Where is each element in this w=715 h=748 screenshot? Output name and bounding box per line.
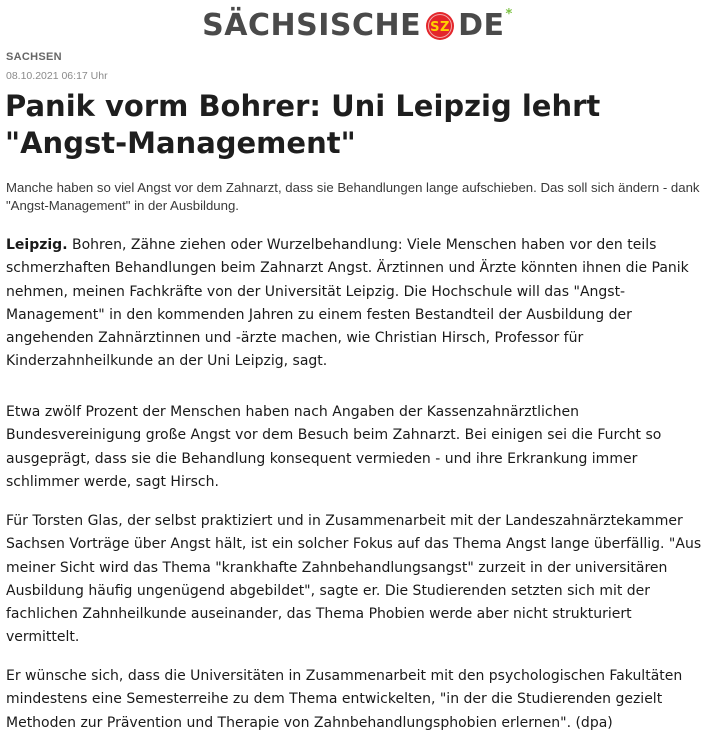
- dateline-location: Leipzig.: [6, 237, 68, 253]
- article-paragraph: Für Torsten Glas, der selbst praktiziert und in Zusammenarbeit mit der Landeszahnärztekammer Sachsen Vorträge über Angst hält, ist ein solcher Fokus auf das Thema Angst lange überfällig. "Aus meiner Sicht wird das Thema "krankhafte Zahnbehandlungsangst" zurzeit in der universitären Ausbildung häufig ungenügend abgebildet", sagte er. Die Studierenden setzten sich mit der fachlichen Zahnheilkunde auseinander, das Thema Phobien werde aber nicht strukturiert vermittelt.: [6, 513, 702, 646]
- article-paragraph: Etwa zwölf Prozent der Menschen haben nach Angaben der Kassenzahnärztlichen Bundesvereinigung große Angst vor dem Besuch beim Zahnarzt. Bei einigen sei die Furcht so ausgeprägt, dass sie die Behandlung konsequent vermieden - und ihre Erkrankung immer schlimmer werde, sagt Hirsch.: [6, 404, 662, 490]
- site-logo[interactable]: [202, 7, 513, 43]
- sz-badge-text: SZ: [430, 20, 451, 35]
- sz-badge-icon: [425, 11, 455, 41]
- masthead: [0, 6, 715, 46]
- article-paragraph: Er wünsche sich, dass die Universitäten in Zusammenarbeit mit den psychologischen Fakultäten mindestens eine Semesterreihe zu dem Thema entwickelten, "in der die Studierenden gezielt Methoden zur Prävention und Therapie von Zahnbehandlungsphobien erlernen". (dpa): [6, 668, 683, 731]
- article-lead: Manche haben so viel Angst vor dem Zahnarzt, dass sie Behandlungen lange aufschieben. Das soll sich ändern - dank "Angst-Management" in der Ausbildung.: [6, 180, 700, 213]
- logo-wordmark-left: SÄCHSISCHE: [202, 8, 422, 43]
- publish-date: 08.10.2021 06:17 Uhr: [6, 70, 108, 82]
- logo-wordmark-right: DE: [458, 8, 505, 43]
- logo-star-icon: *: [505, 7, 513, 22]
- article-title: Panik vorm Bohrer: Uni Leipzig lehrt "Angst-Management": [5, 89, 601, 160]
- article-paragraph: [6, 234, 706, 374]
- paragraph-text: Bohren, Zähne ziehen oder Wurzelbehandlung: Viele Menschen haben vor den teils schmerzhaften Behandlungen beim Zahnarzt Angst. Ärztinnen und Ärzte könnten ihnen die Panik nehmen, meinen Fachkräfte von der Universität Leipzig. Die Hochschule will das "Angst-Management" in den kommenden Jahren zu einem festen Bestandteil der Ausbildung der angehenden Zahnärztinnen und -ärzte machen, wie Christian Hirsch, Professor für Kinderzahnheilkunde an der Uni Leipzig, sagt.: [6, 237, 689, 370]
- section-label[interactable]: SACHSEN: [6, 51, 62, 63]
